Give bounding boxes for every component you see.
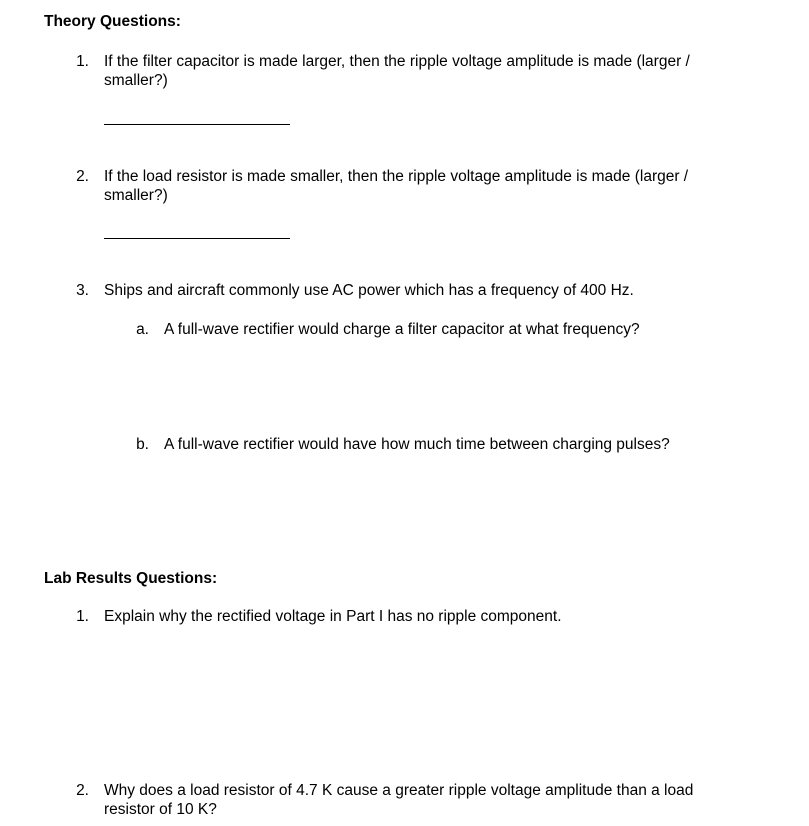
theory-q3b-letter: b. [136, 436, 149, 453]
lab-q2-text-line2: resistor of 10 K? [104, 801, 217, 818]
theory-q1-text-line1: If the filter capacitor is made larger, then the ripple voltage amplitude is made (larger / [104, 53, 690, 70]
theory-q1-answer-line[interactable] [104, 124, 290, 125]
theory-q2-number: 2. [76, 168, 89, 185]
theory-q3-number: 3. [76, 282, 89, 299]
lab-heading: Lab Results Questions: [44, 570, 218, 587]
lab-q1-text: Explain why the rectified voltage in Part I has no ripple component. [104, 608, 562, 625]
theory-q2-text-line2: smaller?) [104, 187, 168, 204]
theory-q3b-text: A full-wave rectifier would have how much time between charging pulses? [164, 436, 670, 453]
theory-q2-text-line1: If the load resistor is made smaller, then the ripple voltage amplitude is made (larger / [104, 168, 689, 185]
theory-q3-text: Ships and aircraft commonly use AC power which has a frequency of 400 Hz. [104, 282, 634, 299]
lab-q2-number: 2. [76, 782, 89, 799]
theory-q1-text-line2: smaller?) [104, 72, 168, 89]
theory-q2-answer-line[interactable] [104, 238, 290, 239]
lab-q1-number: 1. [76, 608, 89, 625]
theory-q3a-text: A full-wave rectifier would charge a filter capacitor at what frequency? [164, 321, 640, 338]
theory-heading: Theory Questions: [44, 13, 181, 30]
theory-q3a-letter: a. [136, 321, 149, 338]
lab-q2-text-line1: Why does a load resistor of 4.7 K cause a greater ripple voltage amplitude than a load [104, 782, 694, 799]
theory-q1-number: 1. [76, 53, 89, 70]
